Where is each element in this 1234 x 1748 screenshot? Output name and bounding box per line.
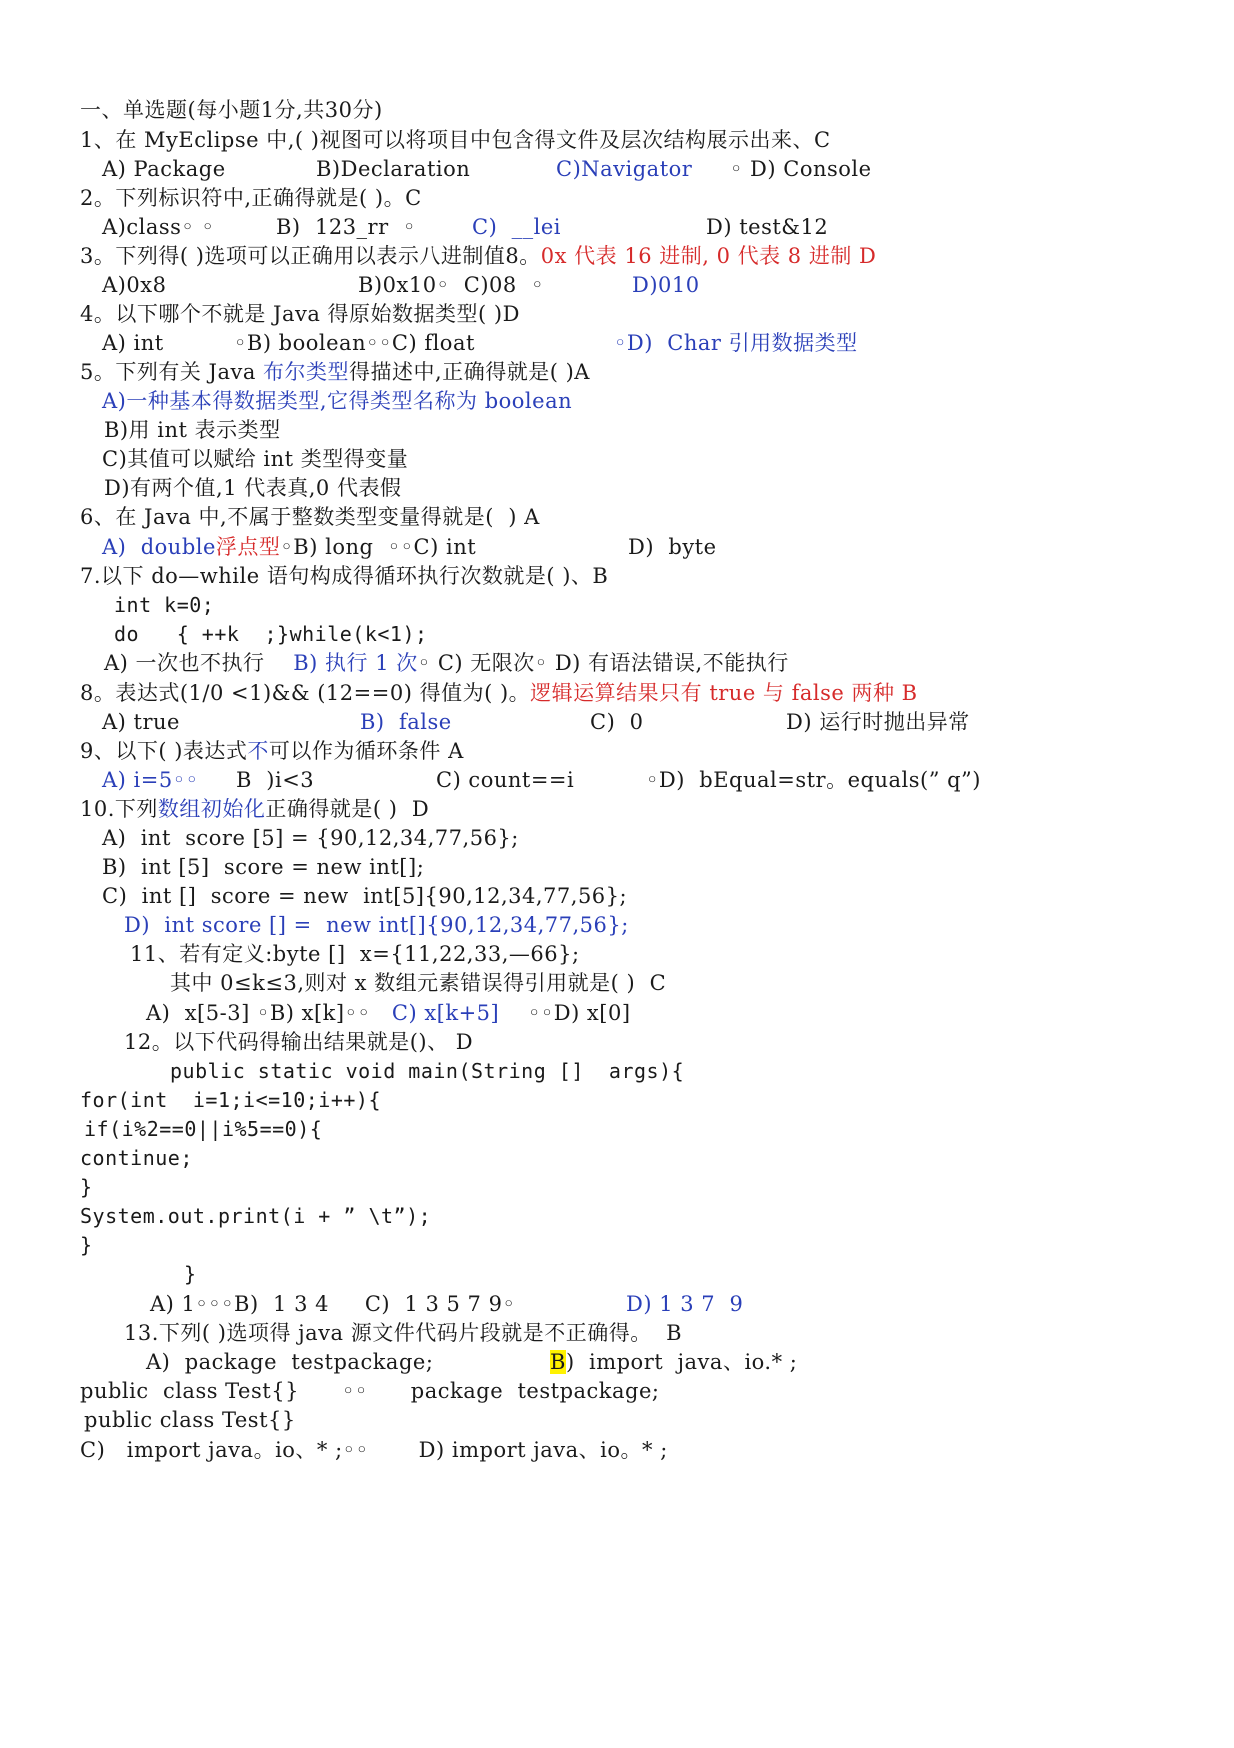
question-7-option-a: A) 一次也不执行 [104,651,265,675]
question-9-stem-keyword: 不 [247,739,269,763]
question-8-option-a: A) true [102,710,180,734]
question-12-code-line-2: for(int i=1;i<=10;i++){ [80,1088,381,1112]
question-10-stem-keyword: 数组初始化 [157,797,266,821]
question-9-option-b: B )i<3 [236,768,315,792]
question-6-options [102,532,476,562]
question-3-stem-text: 3。下列得( )选项可以正确用以表示八进制值8。 [80,244,541,268]
question-10-option-a: A) int score [5] = {90,12,34,77,56}; [102,826,519,850]
question-6-option-b: ◦B) long ◦◦C) int [280,535,477,559]
question-5-option-b: B)用 int 表示类型 [104,418,281,442]
question-6-option-a-note: 浮点型 [215,535,281,559]
question-5-option-d: D)有两个值,1 代表真,0 代表假 [104,476,402,500]
question-12-code-line-8: } [184,1262,197,1286]
question-13-option-a: A) package testpackage; [146,1350,434,1374]
question-1-stem: 1、在 MyEclipse 中,( )视图可以将项目中包含得文件及层次结构展示出来、C [80,128,831,152]
question-12-option-d: D) 1 3 7 9 [626,1292,744,1316]
question-8-option-d: D) 运行时抛出异常 [786,710,970,734]
question-12-code-line-4: continue; [80,1146,193,1170]
question-1-option-c: C)Navigator [556,157,693,181]
question-4-option-a: A) int [102,331,164,355]
question-11-option-c: C) x[k+5] [391,1001,500,1025]
question-10-option-d: D) int score [] = new int[]{90,12,34,77,56}; [124,913,629,937]
question-1-option-d: ◦ D) Console [730,157,872,181]
question-3-stem [80,241,876,271]
question-8-option-c: C) 0 [590,710,644,734]
question-3-option-b: B)0x10◦ C)08 ◦ [358,273,545,297]
question-8-stem [80,678,918,708]
question-9-option-d: ◦D) bEqual=str。equals(” q”) [646,768,981,792]
question-7-code-line-2: do { ++k ;}while(k<1); [114,622,428,646]
question-12-code-line-5: } [80,1175,93,1199]
question-13-option-b-rest: ) import java、io.* ; [565,1350,798,1374]
question-7-stem: 7.以下 do—while 语句构成得循环执行次数就是( )、B [80,564,609,588]
question-8-stem-text: 8。表达式(1/0 <1)&& (12==0) 得值为( )。 [80,681,531,705]
question-9-stem-pre: 9、以下( )表达式 [80,739,248,763]
question-2-option-c: C) __lei [472,215,561,239]
question-6-option-d: D) byte [628,535,717,559]
question-12-options-abc: A) 1◦◦◦B) 1 3 4 C) 1 3 5 7 9◦ [150,1292,516,1316]
question-5-option-a: A)一种基本得数据类型,它得类型名称为 boolean [102,389,573,413]
question-11-stem: 11、若有定义:byte [] x={11,22,33,—66}; [130,942,580,966]
question-13-line-2: public class Test{} ◦◦ package testpackage; [80,1379,660,1403]
question-5-stem-post: 得描述中,正确得就是( )A [349,360,590,384]
question-9-stem [80,736,464,766]
question-7-option-b: B) 执行 1 次 [293,651,418,675]
question-10-option-c: C) int [] score = new int[5]{90,12,34,77,56}; [102,884,628,908]
question-9-option-c: C) count==i [436,768,575,792]
question-12-code-line-7: } [80,1233,93,1257]
question-8-option-b: B) false [360,710,452,734]
question-2-option-b: B) 123_rr ◦ [276,215,416,239]
question-1-option-b: B)Declaration [316,157,471,181]
question-10-stem [80,794,429,824]
question-13-line-4: C) import java。io、* ;◦◦ D) import java、io。* ; [80,1438,668,1462]
question-5-stem-pre: 5。下列有关 Java [80,360,264,384]
question-3-note: 0x 代表 16 进制, 0 代表 8 进制 D [540,244,877,268]
question-13-stem: 13.下列( )选项得 java 源文件代码片段就是不正确得。 B [124,1321,683,1345]
question-6-stem: 6、在 Java 中,不属于整数类型变量得就是( ) A [80,505,540,529]
question-4-option-d: ◦D) Char 引用数据类型 [614,331,858,355]
question-9-option-a: A) i=5◦◦ [102,768,199,792]
question-11-option-d: ◦◦D) x[0] [527,1001,631,1025]
question-4-stem: 4。以下哪个不就是 Java 得原始数据类型( )D [80,302,520,326]
question-4-option-b: ◦B) boolean◦◦C) float [234,331,475,355]
question-3-option-a: A)0x8 [102,273,167,297]
question-11-option-ab: A) x[5-3] ◦B) x[k]◦◦ [146,1001,371,1025]
question-5-stem [80,357,590,387]
question-2-option-d: D) test&12 [706,215,829,239]
question-1-option-a: A) Package [102,157,226,181]
question-10-stem-post: 正确得就是( ) D [265,797,430,821]
question-11-options [146,998,631,1028]
question-10-option-b: B) int [5] score = new int[]; [102,855,425,879]
question-13-option-b [550,1347,797,1377]
question-2-option-a: A)class◦ ◦ [102,215,215,239]
question-2-stem: 2。下列标识符中,正确得就是( )。C [80,186,422,210]
question-12-code-line-1: public static void main(String [] args){ [170,1059,685,1083]
question-10-stem-pre: 10.下列 [80,797,158,821]
question-11-stem-2: 其中 0≤k≤3,则对 x 数组元素错误得引用就是( ) C [170,971,667,995]
question-12-code-line-3: if(i%2==0||i%5==0){ [84,1117,323,1141]
question-7-code-line-1: int k=0; [114,593,215,617]
question-7-options [104,648,789,678]
question-12-code-line-6: System.out.print(i + ” \t”); [80,1204,432,1228]
question-8-note: 逻辑运算结果只有 true 与 false 两种 B [530,681,918,705]
question-13-option-b-letter: B [550,1350,566,1374]
question-13-line-3: public class Test{} [84,1408,296,1432]
question-5-option-c: C)其值可以赋给 int 类型得变量 [102,447,409,471]
question-3-option-d: D)010 [632,273,700,297]
question-7-option-rest: ◦ C) 无限次◦ D) 有语法错误,不能执行 [417,651,789,675]
question-6-option-a: A) double [102,535,216,559]
section-title: 一、单选题(每小题1分,共30分) [80,98,383,122]
question-5-stem-keyword: 布尔类型 [263,360,350,384]
question-12-stem: 12。以下代码得输出结果就是()、 D [124,1030,474,1054]
question-9-stem-post: 可以作为循环条件 A [268,739,464,763]
